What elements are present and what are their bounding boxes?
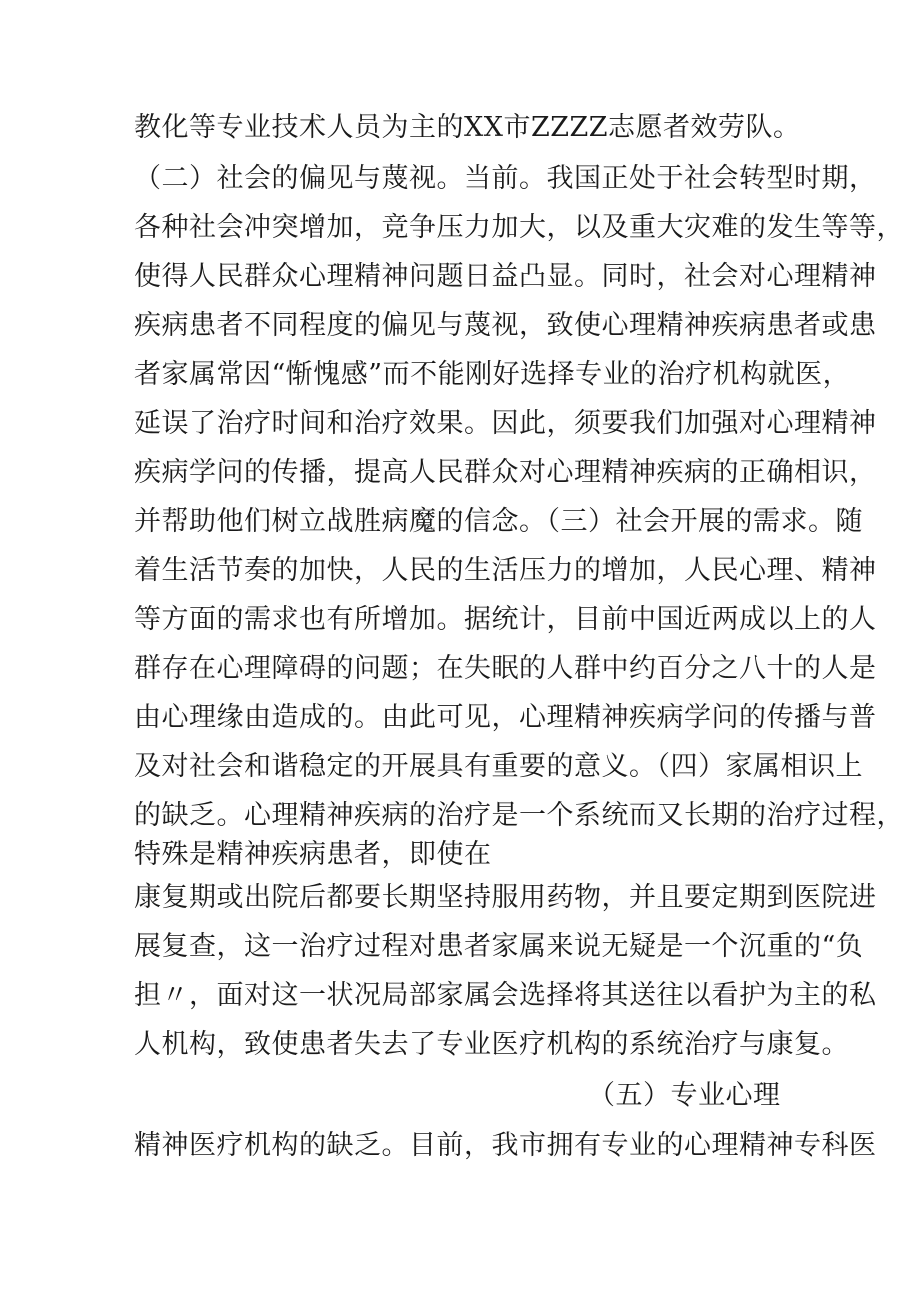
text-line: 由心理缘由造成的。由此可见，心理精神疾病学问的传播与普 (134, 702, 877, 733)
text-line: 等方面的需求也有所增加。据统计，目前中国近两成以上的人 (134, 604, 877, 635)
text-line: 疾病学问的传播，提高人民群众对心理精神疾病的正确相识， (134, 457, 877, 488)
text-line: 延误了治疗时间和治疗效果。因此，须要我们加强对心理精神 (134, 408, 877, 439)
text-line: 疾病患者不同程度的偏见与蔑视，致使心理精神疾病患者或患 (134, 310, 877, 341)
section-heading: （五）专业心理 (588, 1080, 781, 1111)
text-line: 着生活节奏的加快，人民的生活压力的增加，人民心理、精神 (134, 555, 877, 586)
text-line: 特殊是精神疾病患者，即使在 (134, 839, 492, 870)
text-line: 及对社会和谐稳定的开展具有重要的意义。（四）家属相识上 (134, 751, 863, 782)
text-line: 使得人民群众心理精神问题日益凸显。同时，社会对心理精神 (134, 261, 877, 292)
text-line: 群存在心理障碍的问题；在失眠的人群中约百分之八十的人是 (134, 653, 877, 684)
text-line: 并帮助他们树立战胜病魔的信念。（三）社会开展的需求。随 (134, 506, 863, 537)
text-line: 康复期或出院后都要长期坚持服用药物，并且要定期到医院进 (134, 882, 877, 913)
text-line: 各种社会冲突增加，竞争压力加大，以及重大灾难的发生等等， (134, 212, 904, 243)
text-line: （二）社会的偏见与蔑视。当前。我国正处于社会转型时期， (134, 163, 877, 194)
text-line: 者家属常因“惭愧感”而不能刚好选择专业的治疗机构就医， (134, 359, 851, 390)
text-line: 展复查，这一治疗过程对患者家属来说无疑是一个沉重的“负 (134, 931, 864, 962)
text-line: 的缺乏。心理精神疾病的治疗是一个系统而又长期的治疗过程， (134, 800, 904, 831)
text-line: 担〃，面对这一状况局部家属会选择将其送往以看护为主的私 (134, 980, 877, 1011)
text-line: 教化等专业技术人员为主的XX市ZZZZ志愿者效劳队。 (134, 112, 801, 143)
text-line: 精神医疗机构的缺乏。目前，我市拥有专业的心理精神专科医 (134, 1130, 877, 1161)
text-line: 人机构，致使患者失去了专业医疗机构的系统治疗与康复。 (134, 1029, 849, 1060)
